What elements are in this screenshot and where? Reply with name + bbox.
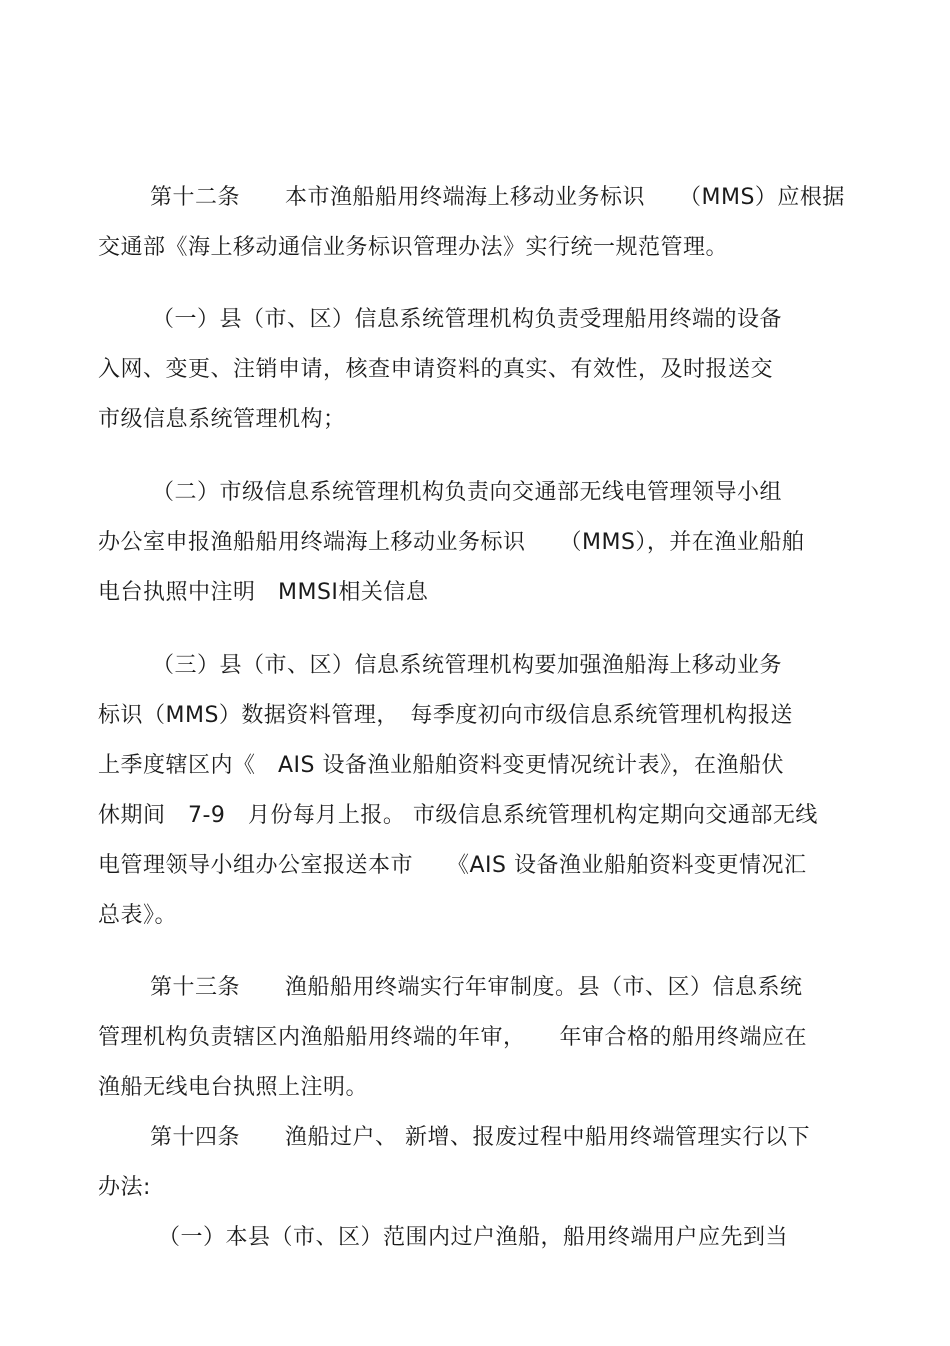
text-line: 上季度辖区内《 AIS 设备渔业船舶资料变更情况统计表》，在渔船伏	[98, 753, 784, 778]
text-line: 市级信息系统管理机构；	[98, 407, 346, 432]
text-line: 标识（MMS）数据资料管理， 每季度初向市级信息系统管理机构报送	[98, 703, 793, 728]
text-line: 电管理领导小组办公室报送本市 《AIS 设备渔业船舶资料变更情况汇	[98, 853, 807, 878]
text-line: 总表》。	[98, 903, 178, 928]
text-line: 办法:	[98, 1175, 151, 1200]
text-line: 第十三条 渔船船用终端实行年审制度。县（市、区）信息系统	[150, 975, 803, 1000]
text-line: 第十四条 渔船过户、 新增、报废过程中船用终端管理实行以下	[150, 1125, 810, 1150]
text-line: 休期间 7-9 月份每月上报。 市级信息系统管理机构定期向交通部无线	[98, 803, 818, 828]
text-line: 渔船无线电台执照上注明。	[98, 1075, 369, 1100]
text-line: 交通部《海上移动通信业务标识管理办法》实行统一规范管理。	[98, 235, 729, 260]
text-line: （一）本县（市、区）范围内过户渔船，船用终端用户应先到当	[158, 1225, 789, 1250]
text-line: 管理机构负责辖区内渔船船用终端的年审， 年审合格的船用终端应在	[98, 1025, 808, 1050]
text-line: （一）县（市、区）信息系统管理机构负责受理船用终端的设备	[152, 307, 783, 332]
text-line: （三）县（市、区）信息系统管理机构要加强渔船海上移动业务	[152, 653, 783, 678]
text-line: （二）市级信息系统管理机构负责向交通部无线电管理领导小组	[152, 480, 783, 505]
text-line: 入网、变更、注销申请，核查申请资料的真实、有效性，及时报送交	[98, 357, 774, 382]
text-line: 第十二条 本市渔船船用终端海上移动业务标识 （MMS）应根据	[150, 185, 845, 210]
text-line: 办公室申报渔船船用终端海上移动业务标识 （MMS），并在渔业船舶	[98, 530, 805, 555]
text-line: 电台执照中注明 MMSI相关信息	[98, 580, 429, 605]
